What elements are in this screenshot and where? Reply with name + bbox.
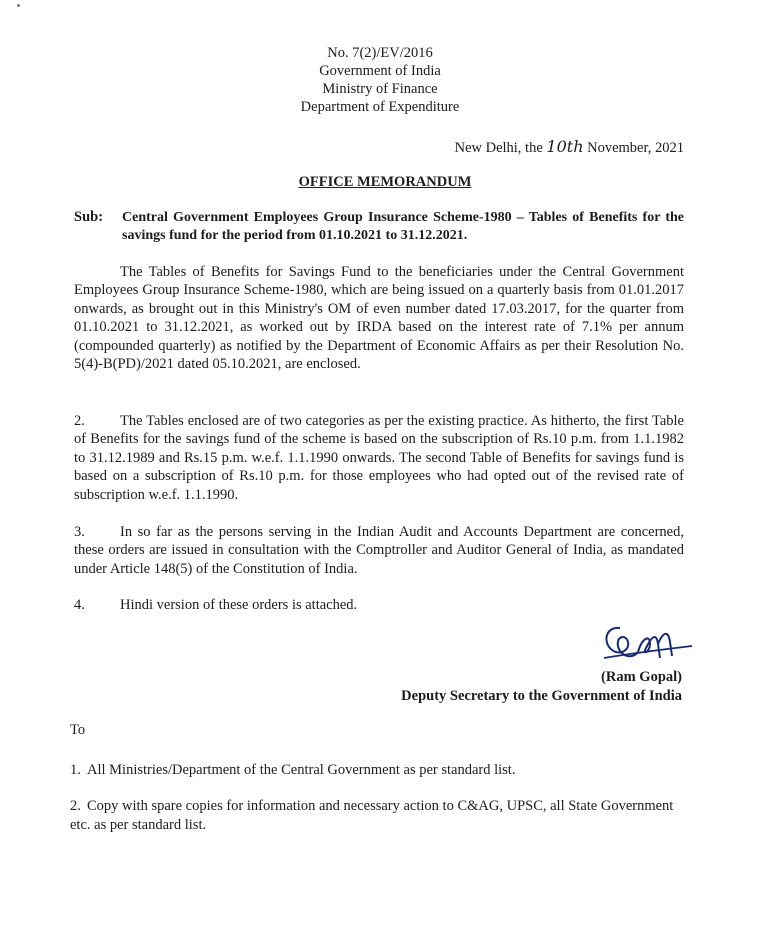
subject-label: Sub: <box>74 209 104 225</box>
paragraph-text: The Tables of Benefits for Savings Fund to the beneficiaries under the Central Government Employees Group Insurance Scheme-1980, which are being issued on a quarterly basis from 01.01.2017 onwards, as brought out in this Ministry's OM of even number dated 17.03.2017, for the quarter from 01.10.2021 to 31.12.2021, as worked out by IRDA based on the interest rate of 7.1% per annum (compounded quarterly) as notified by the Department of Economic Affairs as per their Resolution No. 5(4)-B(PD)/2021 dated 05.10.2021, are enclosed. <box>74 264 684 373</box>
document-header <box>250 44 510 116</box>
paragraph-text: Hindi version of these orders is attached. <box>120 597 358 613</box>
scan-speck <box>17 4 20 7</box>
date-prefix: New Delhi, the <box>454 140 547 156</box>
memo-title: OFFICE MEMORANDUM <box>298 174 472 190</box>
paragraph-text: In so far as the persons serving in the Indian Audit and Accounts Department are concerned, these orders are issued in consultation with the Comptroller and Auditor General of India, as mandated under Article 148(5) of the Constitution of India. <box>74 524 684 577</box>
paragraph-number: 3. <box>74 524 85 540</box>
recipient-number: 1. <box>70 762 81 778</box>
paragraph-2 <box>74 412 684 504</box>
subject-text: Central Government Employees Group Insurance Scheme-1980 – Tables of Benefits for the savings fund for the period from 01.10.2021 to 31.12.2021. <box>122 210 684 243</box>
to-label: To <box>70 722 86 738</box>
recipient-item-2 <box>70 797 690 835</box>
recipient-item-1 <box>70 761 684 780</box>
ministry-line: Ministry of Finance <box>322 81 438 97</box>
paragraph-number: 4. <box>74 597 85 613</box>
handwritten-signature <box>598 620 694 670</box>
paragraph-number: 2. <box>74 413 85 429</box>
recipient-text: Copy with spare copies for information and necessary action to C&AG, UPSC, all State Government etc. as per standard list. <box>70 798 674 833</box>
paragraph-text: The Tables enclosed are of two categories as per the existing practice. As hitherto, the first Table of Benefits for the savings fund of the scheme is based on the subscription of Rs.10 p.m. from 1.1.1982 to 31.12.1989 and Rs.15 p.m. w.e.f. 1.1.1990 onwards. The second Table of Benefits for savings fund is based on a subscription of Rs.10 p.m. for those employees who had opted out of the revised rate of subscription w.e.f. 1.1.1990. <box>74 413 684 503</box>
department-line: Department of Expenditure <box>300 99 460 115</box>
signatory-name: (Ram Gopal) <box>601 669 682 685</box>
paragraph-1 <box>74 263 684 373</box>
date-suffix: November, 2021 <box>583 140 684 156</box>
recipient-number: 2. <box>70 798 81 814</box>
paragraph-4 <box>74 596 684 614</box>
signatory-designation: Deputy Secretary to the Government of India <box>401 688 682 704</box>
file-number: No. 7(2)/EV/2016 <box>327 45 433 61</box>
recipient-text: All Ministries/Department of the Central Government as per standard list. <box>87 762 516 778</box>
date-line <box>455 137 684 157</box>
paragraph-3 <box>74 523 684 578</box>
government-line: Government of India <box>319 63 441 79</box>
handwritten-day: 10th <box>546 137 584 156</box>
